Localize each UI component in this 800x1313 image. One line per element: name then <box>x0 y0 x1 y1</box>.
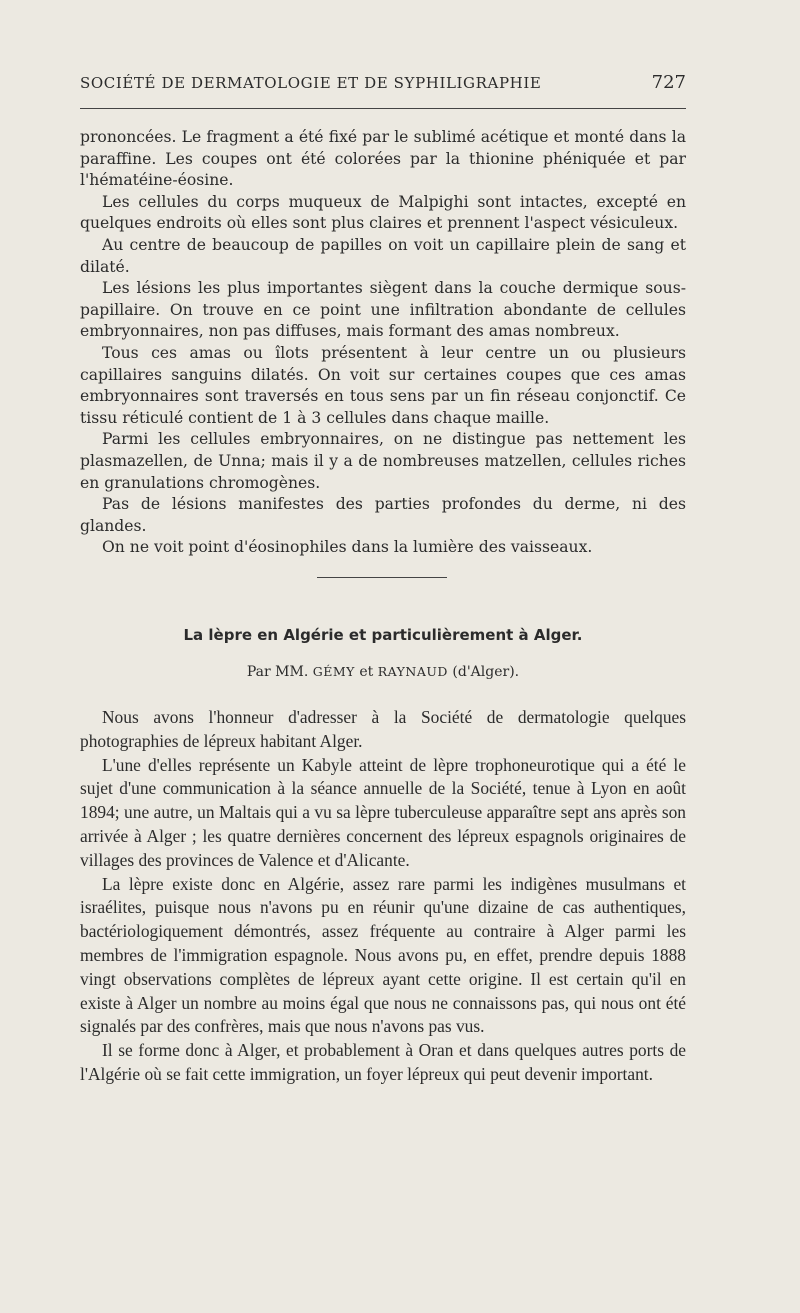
paragraph: prononcées. Le fragment a été fixé par le sublimé acétique et monté dans la paraffine. Les coupes ont été colorées par la thionine phéniquée et par l'hématéine-éosine. <box>80 128 686 190</box>
section-separator <box>317 577 447 578</box>
paragraph: Il se forme donc à Alger, et probablement à Oran et dans quelques autres ports de l'Algérie où se fait cette immigration, un foyer lépreux qui peut devenir important. <box>80 1040 686 1084</box>
paragraph: Les cellules du corps muqueux de Malpighi sont intactes, excepté en quelques endroits où elles sont plus claires et prennent l'aspect vésiculeux. <box>80 192 686 233</box>
paragraph: Pas de lésions manifestes des parties profondes du derme, ni des glandes. <box>80 495 686 535</box>
article-byline <box>80 664 686 680</box>
author-name: GÉMY <box>312 664 355 679</box>
paragraph: Nous avons l'honneur d'adresser à la Société de dermatologie quelques photographies de lépreux habitant Alger. <box>80 707 686 751</box>
byline-prefix: Par MM. <box>246 664 309 680</box>
running-header <box>80 72 686 93</box>
article-body <box>80 706 686 1087</box>
paragraph: Tous ces amas ou îlots présentent à leur centre un ou plusieurs capillaires sanguins dilatés. On voit sur certaines coupes que ces amas embryonnaires sont traversés en tous sens par un fin réseau conjonctif. Ce tissu réticulé contient de 1 à 3 cellules dans chaque maille. <box>80 343 686 427</box>
article-title: La lèpre en Algérie et particulièrement à Alger. <box>183 626 583 644</box>
page-number: 727 <box>651 72 686 93</box>
paragraph: Au centre de beaucoup de papilles on voit un capillaire plein de sang et dilaté. <box>80 235 686 276</box>
author-affiliation: (d'Alger). <box>452 664 520 680</box>
previous-article-continuation <box>80 127 686 559</box>
paragraph: On ne voit point d'éosinophiles dans la lumière des vaisseaux. <box>102 538 593 557</box>
paragraph: Les lésions les plus importantes siègent dans la couche dermique sous-papillaire. On trouve en ce point une infiltration abondante de cellules embryonnaires, non pas diffuses, mais formant des amas nombreux. <box>80 279 686 341</box>
paragraph: La lèpre existe donc en Algérie, assez rare parmi les indigènes musulmans et israélites, puisque nous n'avons pu en réunir qu'une dizaine de cas authentiques, bactériologiquement démontrés, assez fréquente au contraire à Alger parmi les membres de l'immigration espagnole. Nous avons pu, en effet, prendre depuis 1888 vingt observations complètes de lépreux ayant cette origine. Il est certain qu'il en existe à Alger un nombre au moins égal que nous ne connaissons pas, qui nous ont été signalés par des confrères, mais que nous n'avons pas vus. <box>80 873 686 1037</box>
paragraph: Parmi les cellules embryonnaires, on ne distingue pas nettement les plasmazellen, de Unna; mais il y a de nombreuses matzellen, cellules riches en granulations chromogènes. <box>80 430 686 492</box>
running-title: SOCIÉTÉ DE DERMATOLOGIE ET DE SYPHILIGRAPHIE <box>80 74 542 92</box>
paragraph: L'une d'elles représente un Kabyle atteint de lèpre trophoneurotique qui a été le sujet d'une communication à la séance annuelle de la Société, tenue à Lyon en août 1894; une autre, un Maltais qui a vu sa lèpre tuberculeuse apparaître sept ans après son arrivée à Alger ; les quatre dernières concernent des lépreux espagnols originaires de villages des provinces de Valence et d'Alicante. <box>80 754 686 870</box>
author-name: RAYNAUD <box>377 664 448 679</box>
byline-and: et <box>359 664 374 680</box>
header-rule <box>80 108 686 109</box>
